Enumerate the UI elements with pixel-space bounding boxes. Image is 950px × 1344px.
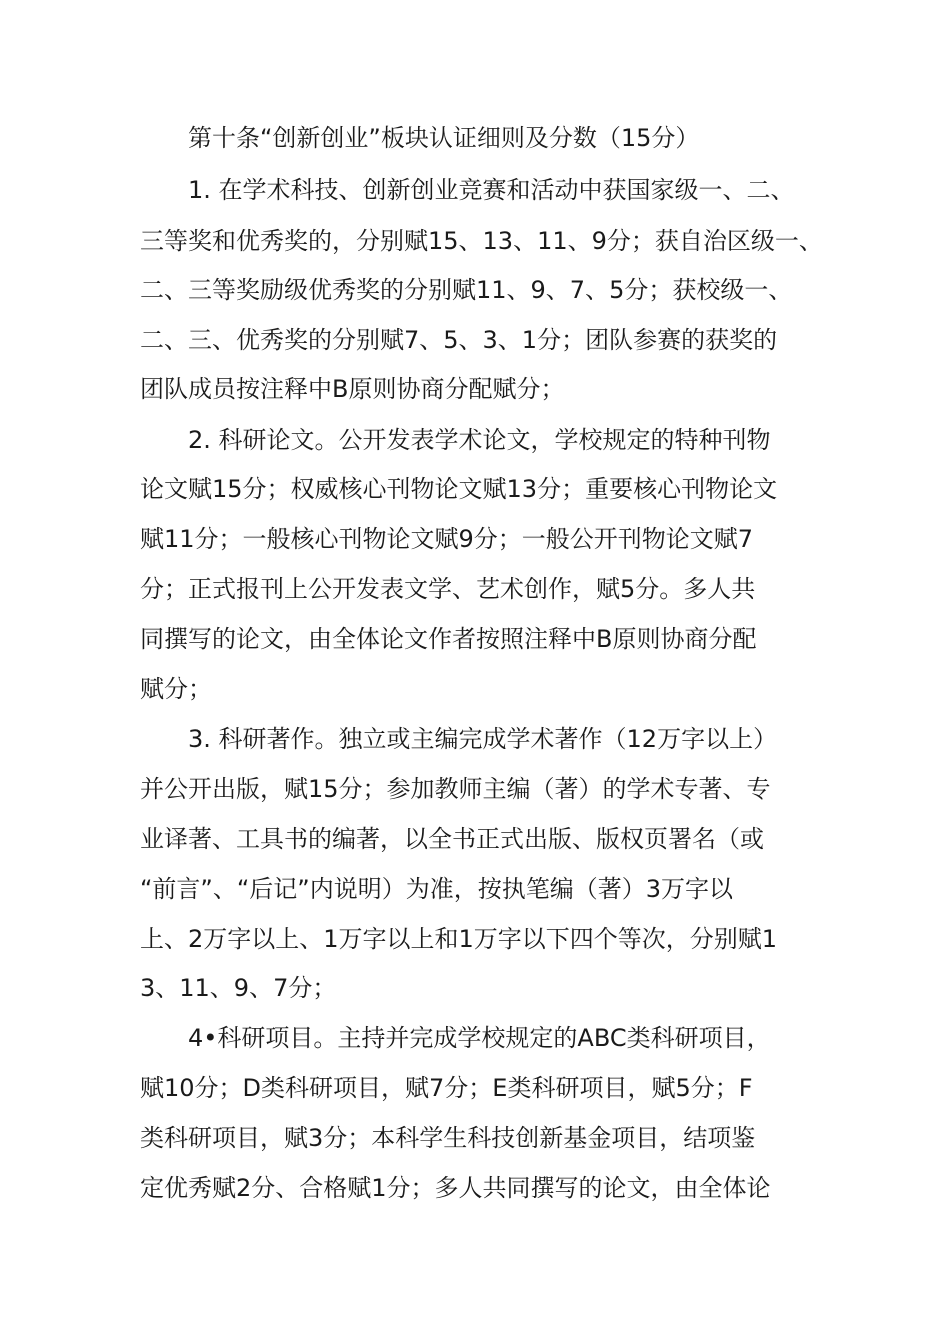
paragraph-4-line-3: 类科研项目，赋3分；本科学生科技创新基金项目，结项鉴 xyxy=(140,1124,756,1152)
paragraph-3-line-6: 3、11、9、7分； xyxy=(140,974,337,1002)
paragraph-3-line-5: 上、2万字以上、1万字以上和1万字以下四个等次，分别赋1 xyxy=(140,925,778,953)
article-heading: 第十条“创新创业”板块认证细则及分数（15分） xyxy=(188,124,700,152)
paragraph-2-line-5: 同撰写的论文，由全体论文作者按照注释中B原则协商分配 xyxy=(140,625,757,653)
paragraph-2-line-6: 赋分； xyxy=(140,675,212,703)
paragraph-3-line-1: 3. 科研著作。独立或主编完成学术著作（12万字以上） xyxy=(188,725,778,753)
paragraph-2-line-2: 论文赋15分；权威核心刊物论文赋13分；重要核心刊物论文 xyxy=(140,475,778,503)
paragraph-2-line-3: 赋11分；一般核心刊物论文赋9分；一般公开刊物论文赋7 xyxy=(140,525,754,553)
paragraph-2-line-1: 2. 科研论文。公开发表学术论文，学校规定的特种刊物 xyxy=(188,426,771,454)
paragraph-1-line-1: 1. 在学术科技、创新创业竞赛和活动中获国家级一、二、 xyxy=(188,176,795,204)
paragraph-1-line-2: 三等奖和优秀奖的，分别赋15、13、11、9分；获自治区级一、 xyxy=(140,227,823,255)
paragraph-4-line-4: 定优秀赋2分、合格赋1分；多人共同撰写的论文，由全体论 xyxy=(140,1174,771,1202)
paragraph-3-line-2: 并公开出版，赋15分；参加教师主编（著）的学术专著、专 xyxy=(140,775,771,803)
paragraph-3-line-3: 业译著、工具书的编著，以全书正式出版、版权页署名（或 xyxy=(140,825,764,853)
paragraph-4-line-1: 4•科研项目。主持并完成学校规定的ABC类科研项目， xyxy=(188,1024,771,1052)
paragraph-4-line-2: 赋10分；D类科研项目，赋7分；E类科研项目，赋5分；F xyxy=(140,1074,753,1102)
paragraph-1-line-3: 二、三等奖励级优秀奖的分别赋11、9、7、5分；获校级一、 xyxy=(140,276,793,304)
paragraph-1-line-4: 二、三、优秀奖的分别赋7、5、3、1分；团队参赛的获奖的 xyxy=(140,326,778,354)
paragraph-1-line-5: 团队成员按注释中B原则协商分配赋分； xyxy=(140,375,565,403)
paragraph-3-line-4: “前言”、“后记”内说明）为准，按执笔编（著）3万字以 xyxy=(140,875,734,903)
paragraph-2-line-4: 分；正式报刊上公开发表文学、艺术创作，赋5分。多人共 xyxy=(140,575,756,603)
